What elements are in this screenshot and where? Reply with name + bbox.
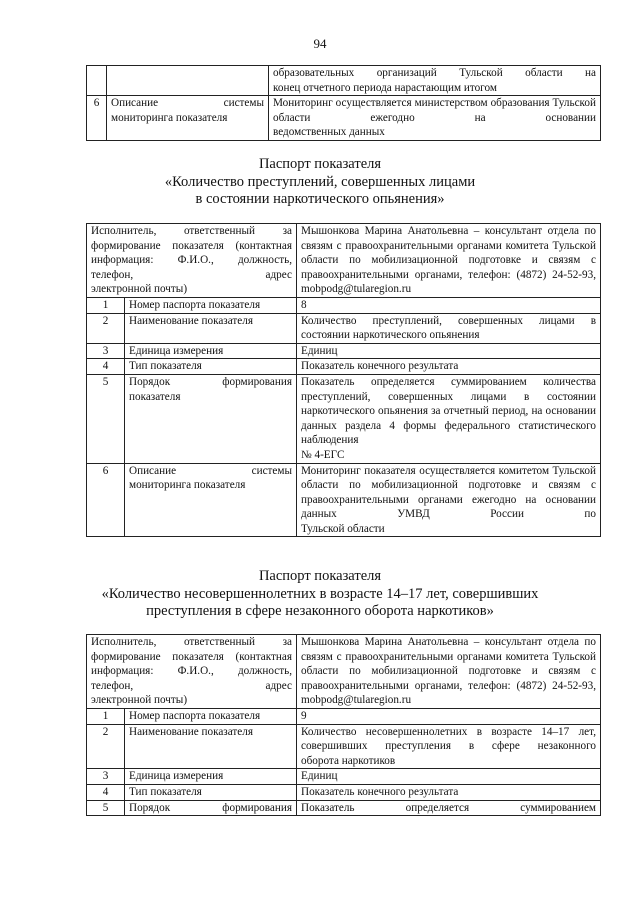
row-value: Показатель конечного результата xyxy=(297,784,601,800)
row-label: Описание системы мониторинга показателя xyxy=(107,96,269,141)
executor-value: Мышонкова Марина Анатольевна – консультант отдела по связям с правоохранительными органами комитета Тульской области по мобилизационной подготовке и связям с правоохранительными органами, телефон: (4872) 24-52-93, mobpodg@tularegion.ru xyxy=(297,224,601,298)
heading-line: «Количество преступлений, совершенных лицами xyxy=(164,173,476,190)
table-row xyxy=(87,784,601,800)
continuation-table xyxy=(86,65,601,141)
heading-line: в состоянии наркотического опьянения» xyxy=(195,191,445,207)
table-row xyxy=(87,708,601,724)
table-row xyxy=(87,359,601,375)
row-label: Наименование показателя xyxy=(125,313,297,343)
row-number xyxy=(87,66,107,96)
heading-line: Паспорт показателя xyxy=(258,156,382,172)
heading-line: Паспорт показателя xyxy=(258,568,382,584)
passport-table xyxy=(86,223,601,537)
row-label: Наименование показателя xyxy=(125,724,297,769)
heading-line: преступления в сфере незаконного оборота наркотиков» xyxy=(146,603,494,619)
executor-label: Исполнитель, ответственный за формирование показателя (контактная информация: Ф.И.О., должность, телефон, адрес электронной почты) xyxy=(87,224,297,298)
page-number: 94 xyxy=(313,36,327,51)
row-value: Показатель определяется суммированием xyxy=(297,800,601,816)
row-value: Количество несовершеннолетних в возрасте 14–17 лет, совершивших преступления в сфере незаконного оборота наркотиков xyxy=(297,724,601,769)
executor-value: Мышонкова Марина Анатольевна – консультант отдела по связям с правоохранительными органами комитета Тульской области по мобилизационной подготовке и связям с правоохранительными органами, телефон: (4872) 24-52-93, mobpodg@tularegion.ru xyxy=(297,635,601,709)
passport-table xyxy=(86,634,601,816)
heading-line: «Количество несовершеннолетних в возрасте 14–17 лет, совершивших xyxy=(101,585,539,602)
row-label: Единица измерения xyxy=(125,769,297,785)
table-row xyxy=(87,313,601,343)
table-row xyxy=(87,374,601,463)
row-value: Мониторинг осуществляется министерством образования Тульской области ежегодно на основании ведомственных данных xyxy=(269,96,601,141)
row-number: 3 xyxy=(87,769,125,785)
table-row xyxy=(87,343,601,359)
table-row xyxy=(87,800,601,816)
table-row xyxy=(87,297,601,313)
table-row xyxy=(87,66,601,96)
row-number: 2 xyxy=(87,313,125,343)
executor-label: Исполнитель, ответственный за формирование показателя (контактная информация: Ф.И.О., должность, телефон, адрес электронной почты) xyxy=(87,635,297,709)
row-number: 1 xyxy=(87,297,125,313)
executor-row xyxy=(87,224,601,298)
row-number: 4 xyxy=(87,784,125,800)
row-label: Единица измерения xyxy=(125,343,297,359)
row-value: 8 xyxy=(297,297,601,313)
row-label: Описание системы мониторинга показателя xyxy=(125,463,297,537)
row-number: 5 xyxy=(87,374,125,463)
row-value: Единиц xyxy=(297,769,601,785)
passport-heading xyxy=(0,568,640,621)
row-number: 6 xyxy=(87,96,107,141)
passport-heading xyxy=(0,156,640,209)
table-row xyxy=(87,724,601,769)
row-label: Тип показателя xyxy=(125,359,297,375)
row-label: Порядок формирования xyxy=(125,800,297,816)
row-value: Количество преступлений, совершенных лицами в состоянии наркотического опьянения xyxy=(297,313,601,343)
row-label: Номер паспорта показателя xyxy=(125,708,297,724)
table-row xyxy=(87,96,601,141)
row-number: 1 xyxy=(87,708,125,724)
row-value: образовательных организаций Тульской области на конец отчетного периода нарастающим итогом xyxy=(269,66,601,96)
row-value: Показатель определяется суммированием количества преступлений, совершенных лицами в состоянии наркотического опьянения за отчетный период, на основании данных раздела 4 формы федерального статистического наблюдения № 4-ЕГС xyxy=(297,374,601,463)
table-row xyxy=(87,769,601,785)
row-value: Мониторинг показателя осуществляется комитетом Тульской области по мобилизационной подготовке и связям с правоохранительными органами ежегодно на основании данных УМВД России по Тульской области xyxy=(297,463,601,537)
row-value: Показатель конечного результата xyxy=(297,359,601,375)
row-label xyxy=(107,66,269,96)
row-label: Номер паспорта показателя xyxy=(125,297,297,313)
row-label: Порядок формирования показателя xyxy=(125,374,297,463)
row-number: 6 xyxy=(87,463,125,537)
row-number: 2 xyxy=(87,724,125,769)
row-number: 5 xyxy=(87,800,125,816)
row-label: Тип показателя xyxy=(125,784,297,800)
row-number: 3 xyxy=(87,343,125,359)
executor-row xyxy=(87,635,601,709)
table-row xyxy=(87,463,601,537)
row-number: 4 xyxy=(87,359,125,375)
row-value: 9 xyxy=(297,708,601,724)
row-value: Единиц xyxy=(297,343,601,359)
